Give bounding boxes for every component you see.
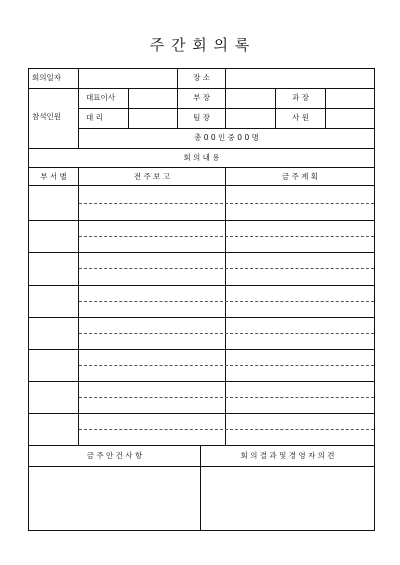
dotted-divider — [79, 301, 374, 302]
page-title: 주 간 회 의 록 — [149, 36, 251, 54]
deputy-field[interactable] — [131, 113, 174, 123]
this-week-cell[interactable] — [229, 289, 371, 299]
last-week-cell[interactable] — [82, 433, 222, 443]
this-week-cell[interactable] — [229, 190, 371, 200]
row-divider — [28, 445, 375, 446]
dotted-divider — [79, 236, 374, 237]
this-week-cell[interactable] — [229, 240, 371, 250]
last-week-cell[interactable] — [82, 272, 222, 282]
this-week-cell[interactable] — [229, 224, 371, 234]
dotted-divider — [79, 397, 374, 398]
team-lead-field[interactable] — [229, 113, 272, 123]
section-title: 회 의 내 용 — [183, 153, 220, 162]
col-divider — [128, 88, 129, 128]
row-divider — [28, 148, 375, 149]
department-cell[interactable] — [31, 198, 76, 208]
vp-field[interactable] — [229, 93, 272, 103]
result-field[interactable] — [204, 470, 371, 526]
row-divider — [78, 108, 375, 109]
this-week-cell[interactable] — [229, 369, 371, 379]
last-week-cell[interactable] — [82, 207, 222, 217]
vp-label: 부 장 — [193, 93, 210, 102]
row-divider — [28, 88, 375, 89]
last-week-cell[interactable] — [82, 224, 222, 234]
agenda-field[interactable] — [32, 470, 197, 526]
last-week-cell[interactable] — [82, 256, 222, 266]
this-week-cell[interactable] — [229, 385, 371, 395]
dotted-divider — [79, 365, 374, 366]
last-week-cell[interactable] — [82, 321, 222, 331]
col-divider — [225, 68, 226, 128]
dotted-divider — [79, 333, 374, 334]
result-label: 회 의 결 과 및 경 영 자 의 견 — [240, 451, 335, 460]
this-week-cell[interactable] — [229, 256, 371, 266]
last-week-cell[interactable] — [82, 190, 222, 200]
col-divider — [225, 167, 226, 446]
col-header-this-week: 금 주 계 획 — [281, 172, 319, 181]
last-week-cell[interactable] — [82, 417, 222, 427]
dotted-divider — [79, 429, 374, 430]
table-border-left — [28, 68, 29, 531]
agenda-label: 금 주 안 건 사 항 — [86, 451, 143, 460]
this-week-cell[interactable] — [229, 353, 371, 363]
section-chief-field[interactable] — [329, 93, 371, 103]
col-divider — [325, 88, 326, 128]
dotted-divider — [79, 203, 374, 204]
meeting-date-field[interactable] — [82, 73, 174, 83]
col-divider — [78, 167, 79, 446]
dotted-divider — [79, 268, 374, 269]
department-cell[interactable] — [31, 424, 76, 434]
section-chief-label: 과 장 — [292, 93, 309, 102]
this-week-cell[interactable] — [229, 272, 371, 282]
team-lead-label: 팀 장 — [193, 113, 210, 122]
this-week-cell[interactable] — [229, 321, 371, 331]
ceo-field[interactable] — [131, 93, 174, 103]
last-week-cell[interactable] — [82, 385, 222, 395]
department-cell[interactable] — [31, 231, 76, 241]
this-week-cell[interactable] — [229, 207, 371, 217]
table-border-top — [28, 68, 375, 69]
last-week-cell[interactable] — [82, 353, 222, 363]
row-divider — [28, 381, 375, 382]
deputy-label: 대 리 — [86, 113, 103, 122]
row-divider — [28, 349, 375, 350]
row-divider — [78, 128, 375, 129]
staff-field[interactable] — [329, 113, 371, 123]
department-cell[interactable] — [31, 392, 76, 402]
this-week-cell[interactable] — [229, 401, 371, 411]
row-divider — [28, 317, 375, 318]
ceo-label: 대표이사 — [86, 93, 115, 102]
last-week-cell[interactable] — [82, 305, 222, 315]
department-cell[interactable] — [31, 360, 76, 370]
table-border-bottom — [28, 530, 375, 531]
attendees-label: 참석인원 — [32, 112, 61, 121]
col-header-last-week: 전 주 보 고 — [133, 172, 171, 181]
col-header-department: 부 서 별 — [40, 172, 67, 181]
place-field[interactable] — [229, 73, 371, 83]
department-cell[interactable] — [31, 264, 76, 274]
row-divider — [28, 167, 375, 168]
row-divider — [28, 466, 375, 467]
last-week-cell[interactable] — [82, 401, 222, 411]
this-week-cell[interactable] — [229, 433, 371, 443]
row-divider — [28, 185, 375, 186]
last-week-cell[interactable] — [82, 369, 222, 379]
row-divider — [28, 285, 375, 286]
place-label: 장 소 — [193, 73, 210, 82]
attendee-total: 총 0 0 인 중 0 0 명 — [194, 133, 259, 142]
department-cell[interactable] — [31, 296, 76, 306]
this-week-cell[interactable] — [229, 305, 371, 315]
this-week-cell[interactable] — [229, 337, 371, 347]
row-divider — [28, 252, 375, 253]
last-week-cell[interactable] — [82, 240, 222, 250]
last-week-cell[interactable] — [82, 337, 222, 347]
table-border-right — [374, 68, 375, 531]
last-week-cell[interactable] — [82, 289, 222, 299]
row-divider — [28, 413, 375, 414]
meeting-date-label: 회의일자 — [32, 73, 61, 82]
department-cell[interactable] — [31, 328, 76, 338]
staff-label: 사 원 — [292, 113, 309, 122]
row-divider — [28, 220, 375, 221]
this-week-cell[interactable] — [229, 417, 371, 427]
